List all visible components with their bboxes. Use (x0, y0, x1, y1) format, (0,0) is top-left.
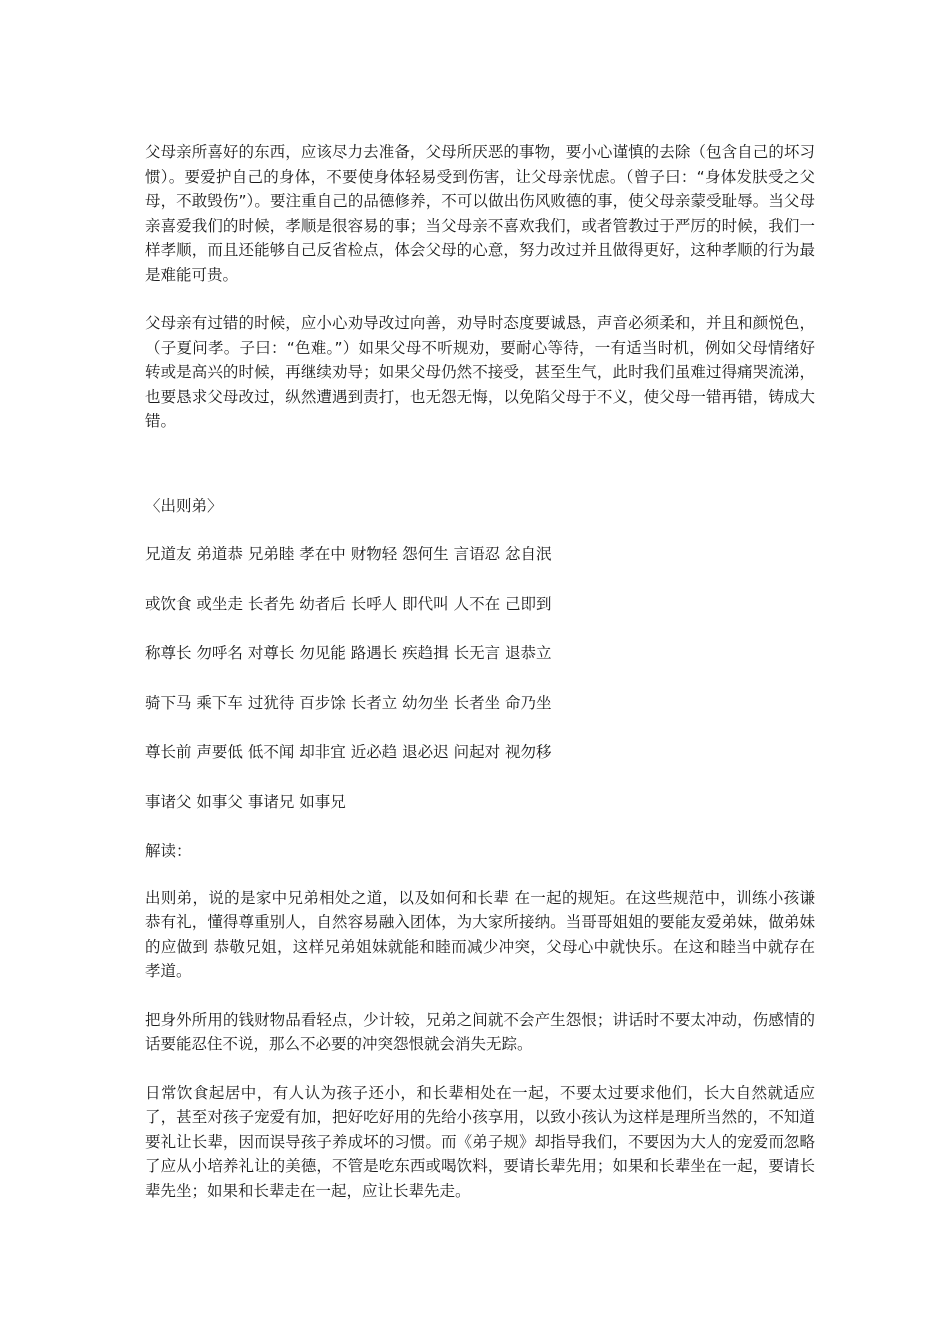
verse-line-6: 事诸父 如事父 事诸兄 如事兄 (145, 792, 346, 811)
verse-line-1: 兄道友 弟道恭 兄弟睦 孝在中 财物轻 怨何生 言语忍 忿自泯 (145, 545, 552, 563)
verse-line-3: 称尊长 勿呼名 对尊长 勿见能 路遇长 疾趋揖 长无言 退恭立 (145, 644, 552, 662)
document-body (145, 140, 815, 1203)
paragraph-daily-life: 日常饮食起居中，有人认为孩子还小，和长辈相处在一起，不要太过要求他们，长大自然就适应了，甚至对孩子宠爱有加，把好吃好用的先给小孩享用，以致小孩认为这样是理所当然的，不知道要礼让长辈，因而误导孩子养成坏的习惯。而《弟子规》却指导我们，不要因为大人的宠爱而忽略了应从小培养礼让的美德，不管是吃东西或喝饮料，要请长辈先用；如果和长辈坐在一起，要请长辈先坐；如果和长辈走在一起，应让长辈先走。 (145, 1083, 815, 1200)
paragraph-brotherhood: 出则弟，说的是家中兄弟相处之道，以及如何和长辈 在一起的规矩。在这些规范中，训练小孩谦恭有礼，懂得尊重别人，自然容易融入团体，为大家所接纳。当哥哥姐姐的要能友爱弟妹，做弟妹的应做到 恭敬兄姐，这样兄弟姐妹就能和睦而减少冲突，父母心中就快乐。在这和睦当中就存在孝道。 (145, 888, 815, 980)
paragraph-wealth: 把身外所用的钱财物品看轻点，少计较，兄弟之间就不会产生怨恨；讲话时不要太冲动，伤感情的话要能忍住不说，那么不必要的冲突怨恨就会消失无踪。 (145, 1010, 815, 1053)
paragraph-parents-faults: 父母亲有过错的时候，应小心劝导改过向善，劝导时态度要诚恳，声音必须柔和，并且和颜悦色，（子夏问孝。子曰：“色难。”）如果父母不听规劝，要耐心等待，一有适当时机，例如父母情绪好转或是高兴的时候，再继续劝导；如果父母仍然不接受，甚至生气，此时我们虽难过得痛哭流涕，也要恳求父母改过，纵然遭遇到责打，也无怨无悔，以免陷父母于不义，使父母一错再错，铸成大错。 (145, 314, 815, 430)
paragraph-filial-preferences: 父母亲所喜好的东西，应该尽力去准备，父母所厌恶的事物，要小心谨慎的去除（包含自己的坏习惯）。要爱护自己的身体，不要使身体轻易受到伤害，让父母亲忧虑。（曾子曰：“身体发肤受之父母，不敢毁伤”）。要注重自己的品德修养，不可以做出伤风败德的事，使父母亲蒙受耻辱。当父母亲喜爱我们的时候，孝顺是很容易的事；当父母亲不喜欢我们，或者管教过于严厉的时候，我们一样孝顺，而且还能够自己反省检点，体会父母的心意，努力改过并且做得更好，这种孝顺的行为最是难能可贵。 (145, 143, 815, 284)
verse-line-2: 或饮食 或坐走 长者先 幼者后 长呼人 即代叫 人不在 己即到 (145, 594, 552, 613)
section-title: 〈出则弟〉 (145, 496, 223, 515)
verse-line-5: 尊长前 声要低 低不闻 却非宜 近必趋 退必迟 问起对 视勿移 (145, 743, 552, 761)
interpretation-label: 解读： (145, 842, 192, 860)
verse-line-4: 骑下马 乘下车 过犹待 百步馀 长者立 幼勿坐 长者坐 命乃坐 (145, 693, 552, 712)
